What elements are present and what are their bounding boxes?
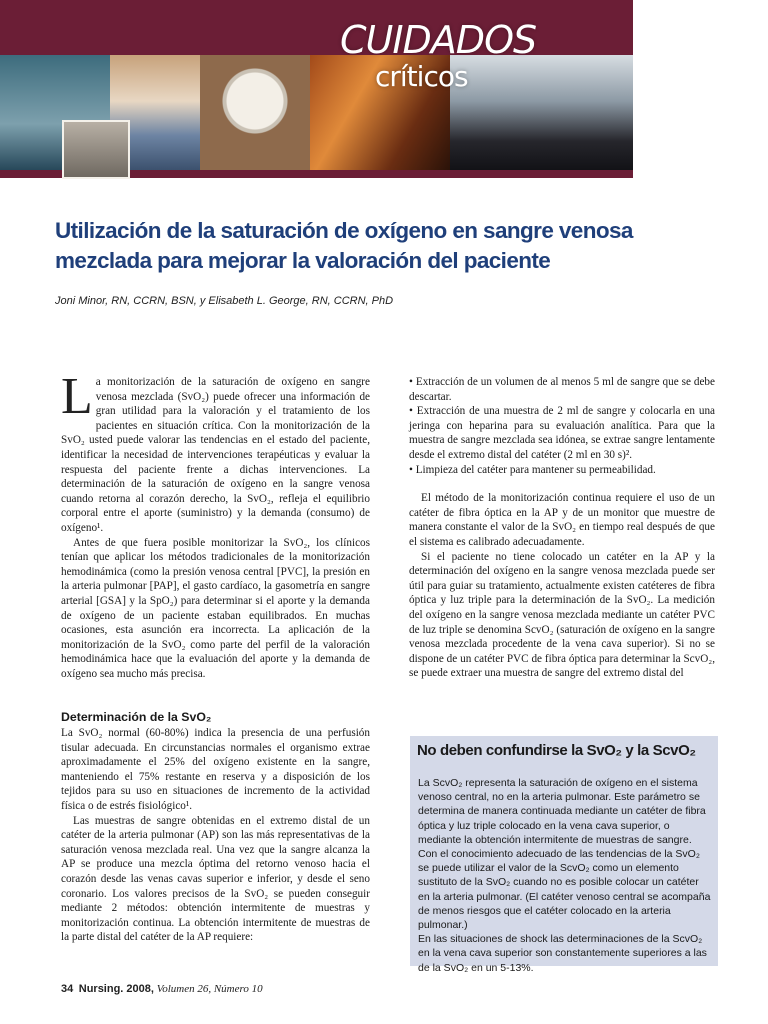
sidebar-box-title: No deben confundirse la SvO₂ y la ScvO₂ — [417, 742, 696, 759]
column-left-bottom — [61, 709, 370, 945]
paragraph-normal-svo2: La SvO₂ normal (60-80%) indica la presencia de una perfusión tisular adecuada. En circunstancias normales el organismo extrae aproximadamente el 25% del oxígeno existente en la sangre, manteniendo el 75% restante en reserva y a disposición de los tejidos para su uso en situaciones de incremento de la actividad física o de estrés fisiológico¹. — [61, 727, 370, 812]
journal-volume: Volumen 26, Número 10 — [156, 983, 263, 995]
section-heading: Determinación de la SvO₂ — [61, 710, 212, 724]
article-authors: Joni Minor, RN, CCRN, BSN, y Elisabeth L. George, RN, CCRN, PhD — [55, 295, 394, 307]
column-left-top — [61, 368, 370, 681]
section-title: CUIDADOS — [340, 18, 537, 62]
paragraph-samples: Las muestras de sangre obtenidas en el extremo distal de un catéter de la arteria pulmonar (AP) son las más representativas de la saturación venosa mezclada real. Una vez que la sangre alcanza la AP se produce una mezcla óptima del retorno venoso hacia el corazón desde las venas cavas superior e inferior, y desde el seno coronario. Los valores precisos de la SvO₂ se pueden conseguir mediante 2 métodos: obtención intermitente de muestras y monitorización continua. La obtención intermitente de muestras de la parte distal del catéter de la AP requiere: — [61, 814, 370, 944]
article-title: Utilización de la saturación de oxígeno en sangre venosa mezclada para mejorar la valoración del paciente — [55, 218, 633, 273]
page-footer — [61, 983, 263, 995]
bullet-item: • Extracción de un volumen de al menos 5 ml de sangre que se debe descartar. — [409, 376, 715, 403]
sidebar-paragraph: La ScvO₂ representa la saturación de oxígeno en el sistema venoso central, no en la arteria pulmonar. Este parámetro se determina de manera continuada mediante un catéter de fibra óptica y luz triple colocado en la vena cava superior, o mediante la obtención intermitente de muestras de sangre. — [418, 777, 706, 846]
paragraph-continuous: El método de la monitorización continua requiere el uso de un catéter de fibra óptica en la AP y de un monitor que muestre de manera constante el valor de la SvO₂ en tiempo real después de que el sistema es calibrado adecuadamente. — [409, 492, 715, 548]
paragraph-catheter: Si el paciente no tiene colocado un catéter en la AP y la determinación del oxígeno en la sangre venosa mezclada puede ser útil para guiar su tratamiento, actualmente existen catéteres de fibra óptica y luz triple para la determinación de la SvO₂. La medición del oxígeno en la sangre venosa mezclada mediante un catéter PVC de luz triple se denomina ScvO₂ (saturación de oxígeno en la sangre venosa mezclada procedente de la vena cava superior). Si no se dispone de un catéter PVC de fibra óptica para determinar la ScvO₂, se puede extraer una muestra de sangre del extremo distal del — [409, 550, 715, 680]
column-right — [409, 375, 715, 681]
section-subtitle: críticos — [375, 60, 468, 93]
sidebar-paragraph: En las situaciones de shock las determinaciones de la ScvO₂ en la vena cava superior son constantemente superiores a las de la SvO₂ en un 5-13%. — [418, 933, 707, 974]
bullet-item: • Limpieza del catéter para mantener su permeabilidad. — [409, 463, 656, 476]
sidebar-box-text — [418, 776, 712, 975]
banner-photo-equipment — [450, 55, 633, 170]
page-number: 34 — [61, 983, 74, 995]
journal-name: Nursing. 2008, — [78, 983, 154, 995]
sidebar-paragraph: Con el conocimiento adecuado de las tendencias de la SvO₂ se puede utilizar el valor de la ScvO₂ como un elemento sustituto de la SvO₂ cuando no es posible colocar un catéter en la arteria pulmonar. (El catéter venoso central se acompaña de menos riesgos que el catéter colocado en la arteria pulmonar.) — [418, 848, 711, 932]
paragraph-intro: a monitorización de la saturación de oxígeno en sangre venosa mezclada (SvO₂) puede ofrecer una información de gran utilidad para la valoración y el tratamiento de los pacientes en situación crítica. Con la monitorización de la SvO₂ usted puede valorar las tendencias en el estado del paciente, identificar la necesidad de intervenciones terapéuticas y evaluar la respuesta del paciente frente a dichas intervenciones. La determinación de la saturación de oxígeno en la sangre venosa cuando retorna al corazón derecho, la SvO₂, refleja el equilibrio corporal entre el aporte (suministro) y la demanda (consumo) de oxígeno¹. — [61, 376, 370, 534]
banner-photo-inset — [62, 120, 130, 179]
banner-photo-gauge — [200, 55, 310, 170]
drop-cap: L — [61, 368, 93, 425]
paragraph-history: Antes de que fuera posible monitorizar la SvO₂, los clínicos tenían que aplicar los métodos tradicionales de la monitorización hemodinámica (como la presión venosa central [PVC], la presión en la arteria pulmonar [PAP], el gasto cardíaco, la gasometría en sangre arterial [GSA] y la SpO₂) para determinar si el aporte y la demanda de oxígeno de un paciente estaban equilibrados. En muchas ocasiones, esta asunción era incorrecta. La aplicación de la monitorización de la SvO₂ como parte del perfil de la valoración hemodinámica hace que la evaluación del aporte y la demanda de oxígeno sea mucho más precisa. — [61, 536, 370, 680]
bullet-item: • Extracción de una muestra de 2 ml de sangre y colocarla en una jeringa con heparina para su evaluación analítica. Para que la muestra de sangre mezclada sea idónea, se extrae sangre lentamente desde el extremo distal del catéter (2 ml en 30 s)². — [409, 405, 715, 461]
